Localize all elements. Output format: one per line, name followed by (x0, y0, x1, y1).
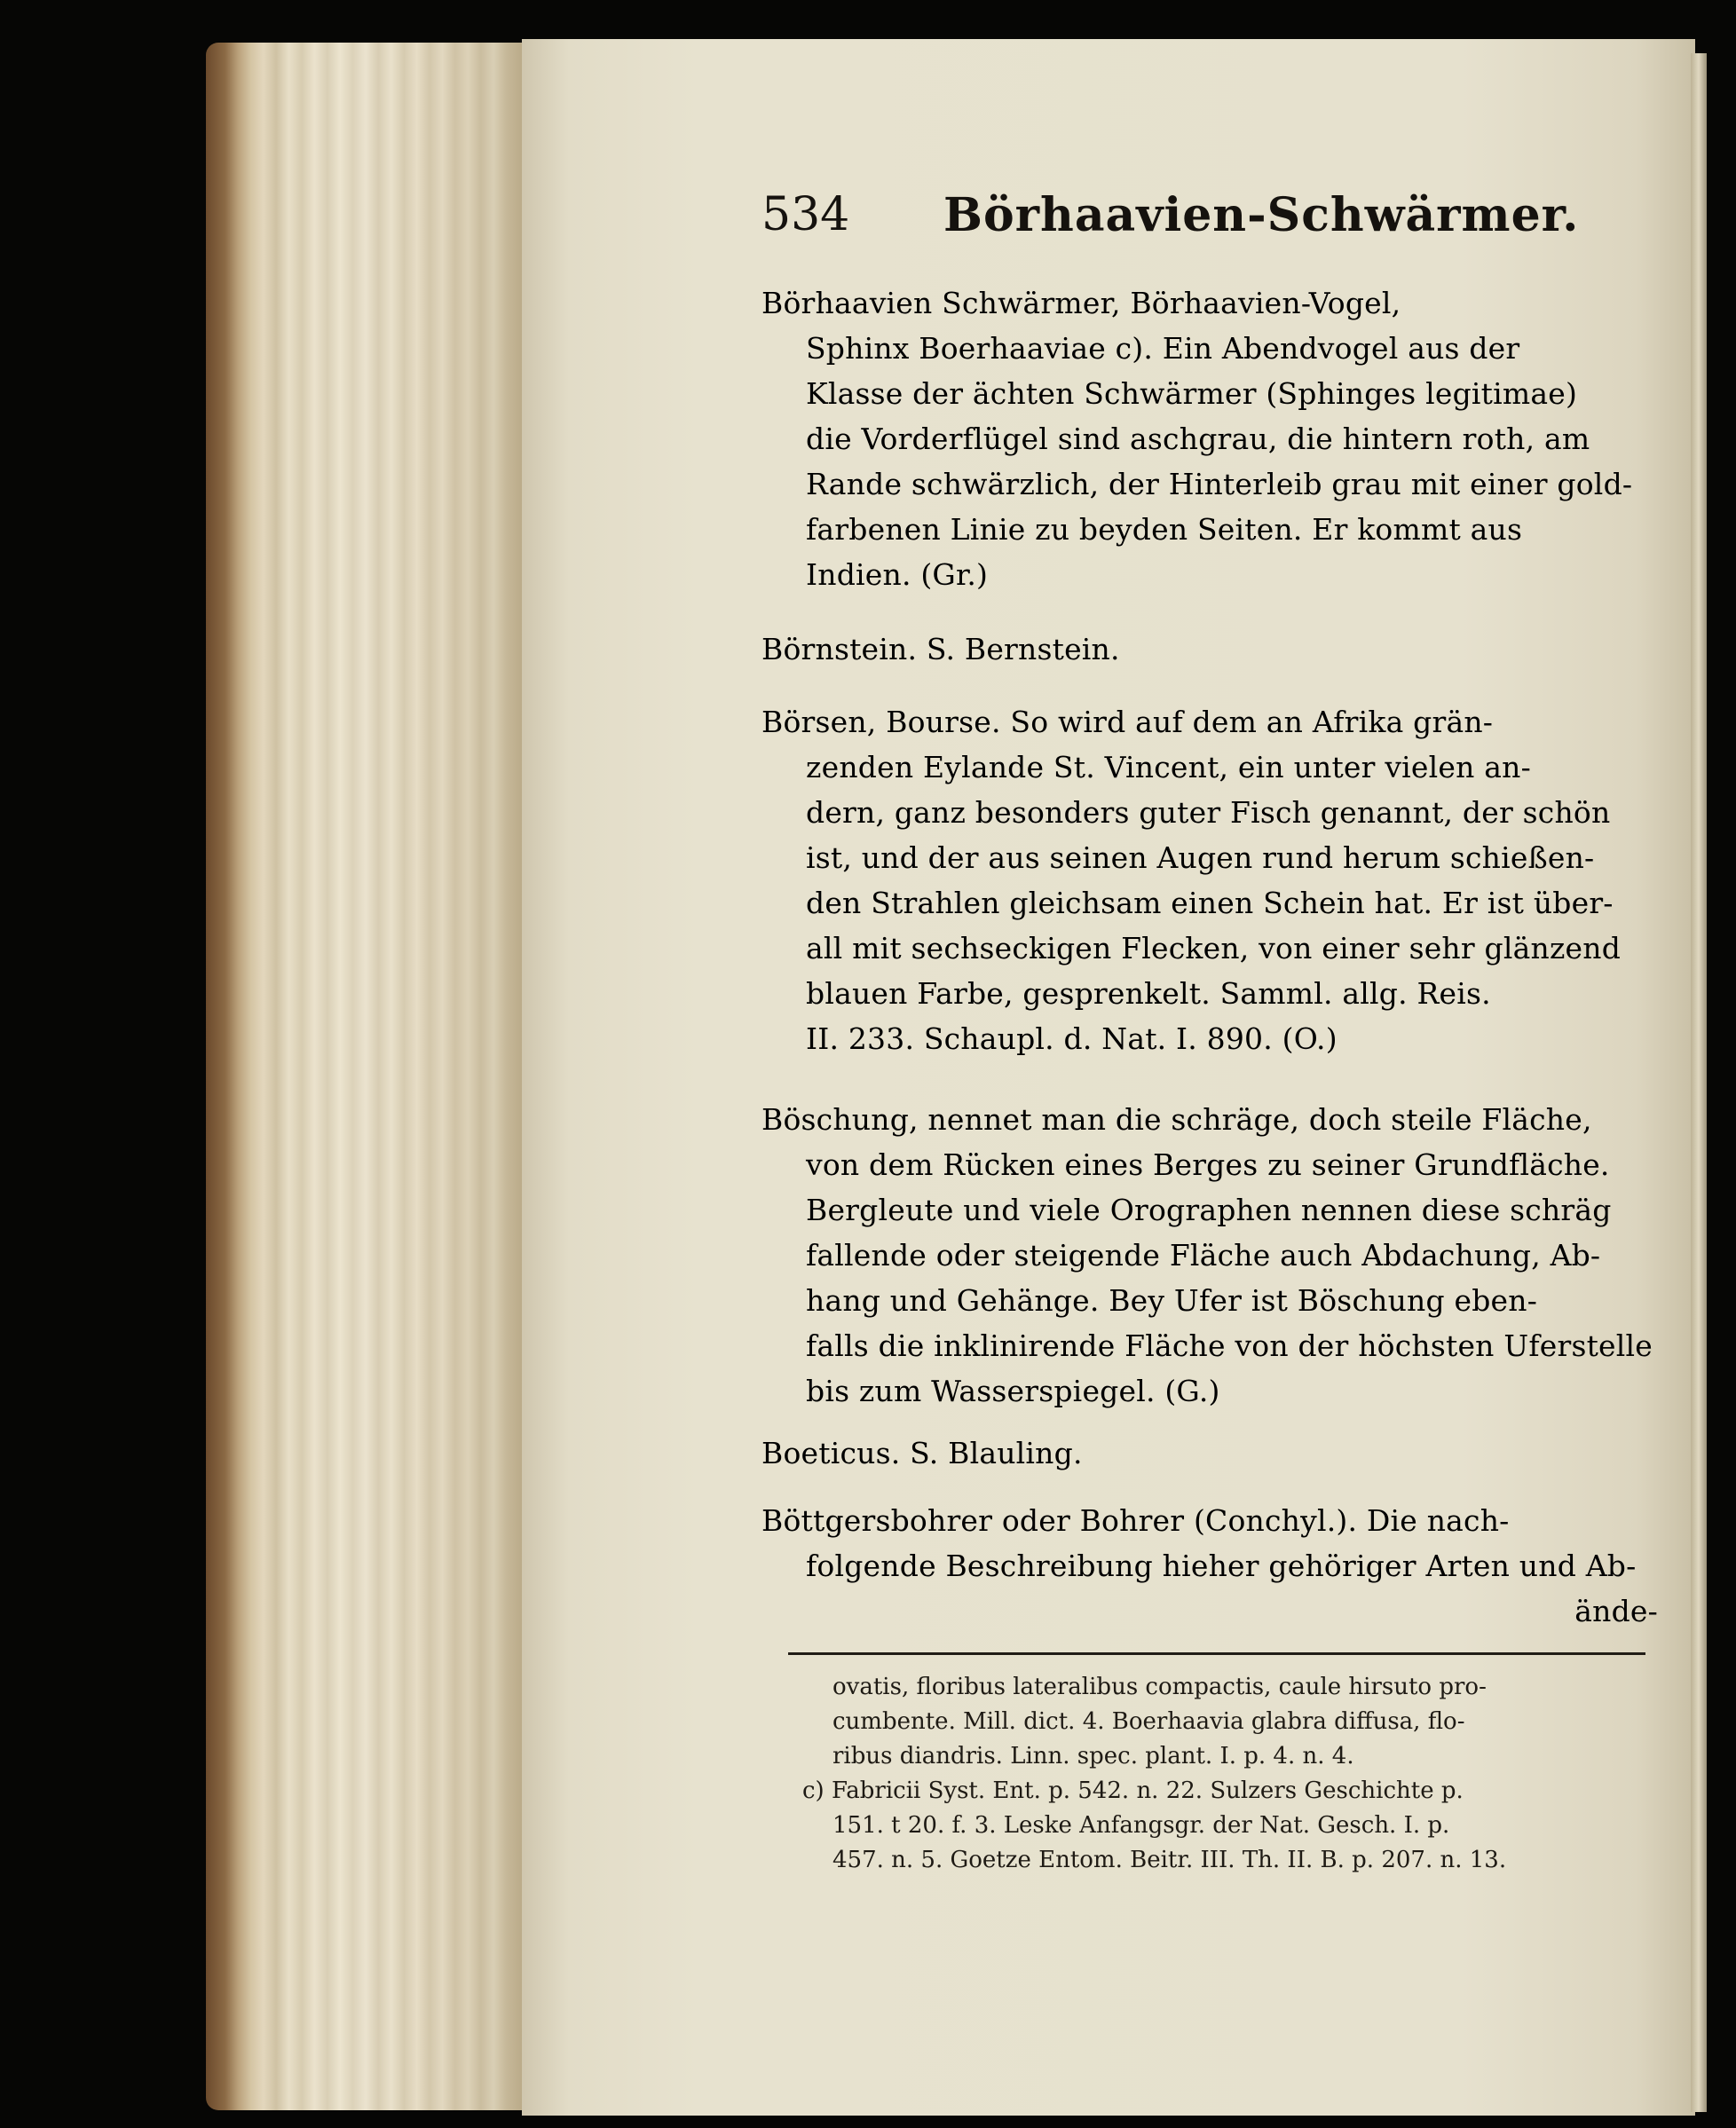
entry-line: Boeticus. S. Blauling. (761, 1436, 1083, 1470)
page-right-edge (1691, 53, 1707, 2112)
footnote-line: ovatis, floribus lateralibus compactis, caule hirsuto pro- (832, 1674, 1487, 1700)
entry-line: die Vorderflügel sind aschgrau, die hintern roth, am (806, 422, 1590, 456)
entry-boettgersbohrer (761, 1498, 1676, 1634)
entry-line: dern, ganz besonders guter Fisch genannt, der schön (806, 795, 1611, 830)
footnote-line: 151. t 20. f. 3. Leske Anfangsgr. der Nat. Gesch. I. p. (832, 1812, 1450, 1839)
footnote-line: c) Fabricii Syst. Ent. p. 542. n. 22. Sulzers Geschichte p. (802, 1777, 1464, 1804)
entry-line: Indien. (Gr.) (806, 557, 989, 592)
footnote-line: cumbente. Mill. dict. 4. Boerhaavia glabra diffusa, flo- (832, 1708, 1465, 1735)
entry-boeschung (761, 1097, 1676, 1414)
entry-line: Sphinx Boerhaaviae c). Ein Abendvogel aus der (806, 331, 1520, 366)
entry-line: falls die inklinirende Fläche von der höchsten Uferstelle (806, 1328, 1653, 1363)
entry-line: Böschung, nennet man die schräge, doch steile Fläche, (761, 1102, 1592, 1137)
entry-line: Bergleute und viele Orographen nennen diese schräg (806, 1193, 1612, 1227)
entry-line: den Strahlen gleichsam einen Schein hat. Er ist über- (806, 886, 1614, 920)
entry-line: zenden Eylande St. Vincent, ein unter vielen an- (806, 750, 1531, 784)
entry-line: Klasse der ächten Schwärmer (Sphinges legitimae) (806, 376, 1578, 411)
entry-line: farbenen Linie zu beyden Seiten. Er kommt aus (806, 512, 1523, 547)
page-header (761, 188, 1676, 250)
footnote-line: ribus diandris. Linn. spec. plant. I. p. 4. n. 4. (832, 1743, 1354, 1769)
entry-line: II. 233. Schaupl. d. Nat. I. 890. (O.) (806, 1021, 1338, 1056)
footnote-line: 457. n. 5. Goetze Entom. Beitr. III. Th. II. B. p. 207. n. 13. (832, 1847, 1507, 1873)
entry-line: von dem Rücken eines Berges zu seiner Grundfläche. (806, 1147, 1610, 1182)
footnote-rule (788, 1652, 1645, 1655)
book-page-edges (206, 43, 525, 2110)
entry-line: Rande schwärzlich, der Hinterleib grau mit einer gold- (806, 467, 1633, 501)
entry-line: Börsen, Bourse. So wird auf dem an Afrika grän- (761, 705, 1494, 739)
entry-line: Börhaavien Schwärmer, Börhaavien-Vogel, (761, 286, 1401, 320)
entry-line: Börnstein. S. Bernstein. (761, 632, 1120, 666)
entry-line: Böttgersbohrer oder Bohrer (Conchyl.). Die nach- (761, 1503, 1510, 1538)
entry-line: ände- (1574, 1594, 1658, 1628)
entry-line: all mit sechseckigen Flecken, von einer sehr glänzend (806, 931, 1622, 965)
entry-line: blauen Farbe, gesprenkelt. Samml. allg. Reis. (806, 976, 1491, 1011)
entry-line: bis zum Wasserspiegel. (G.) (806, 1374, 1220, 1408)
page-number: 534 (761, 188, 850, 241)
entry-boernstein (761, 627, 1676, 672)
entry-boerhaavien-schwaermer (761, 280, 1676, 597)
entry-line: ist, und der aus seinen Augen rund herum schießen- (806, 840, 1595, 875)
entry-boersen (761, 699, 1676, 1061)
footnotes (788, 1670, 1658, 1878)
entry-line: folgende Beschreibung hieher gehöriger Arten und Ab- (806, 1549, 1637, 1583)
entry-boeticus (761, 1430, 1676, 1476)
running-head: Börhaavien-Schwärmer. (943, 188, 1580, 242)
entry-line: hang und Gehänge. Bey Ufer ist Böschung eben- (806, 1283, 1538, 1318)
entry-line: fallende oder steigende Fläche auch Abdachung, Ab- (806, 1238, 1601, 1273)
